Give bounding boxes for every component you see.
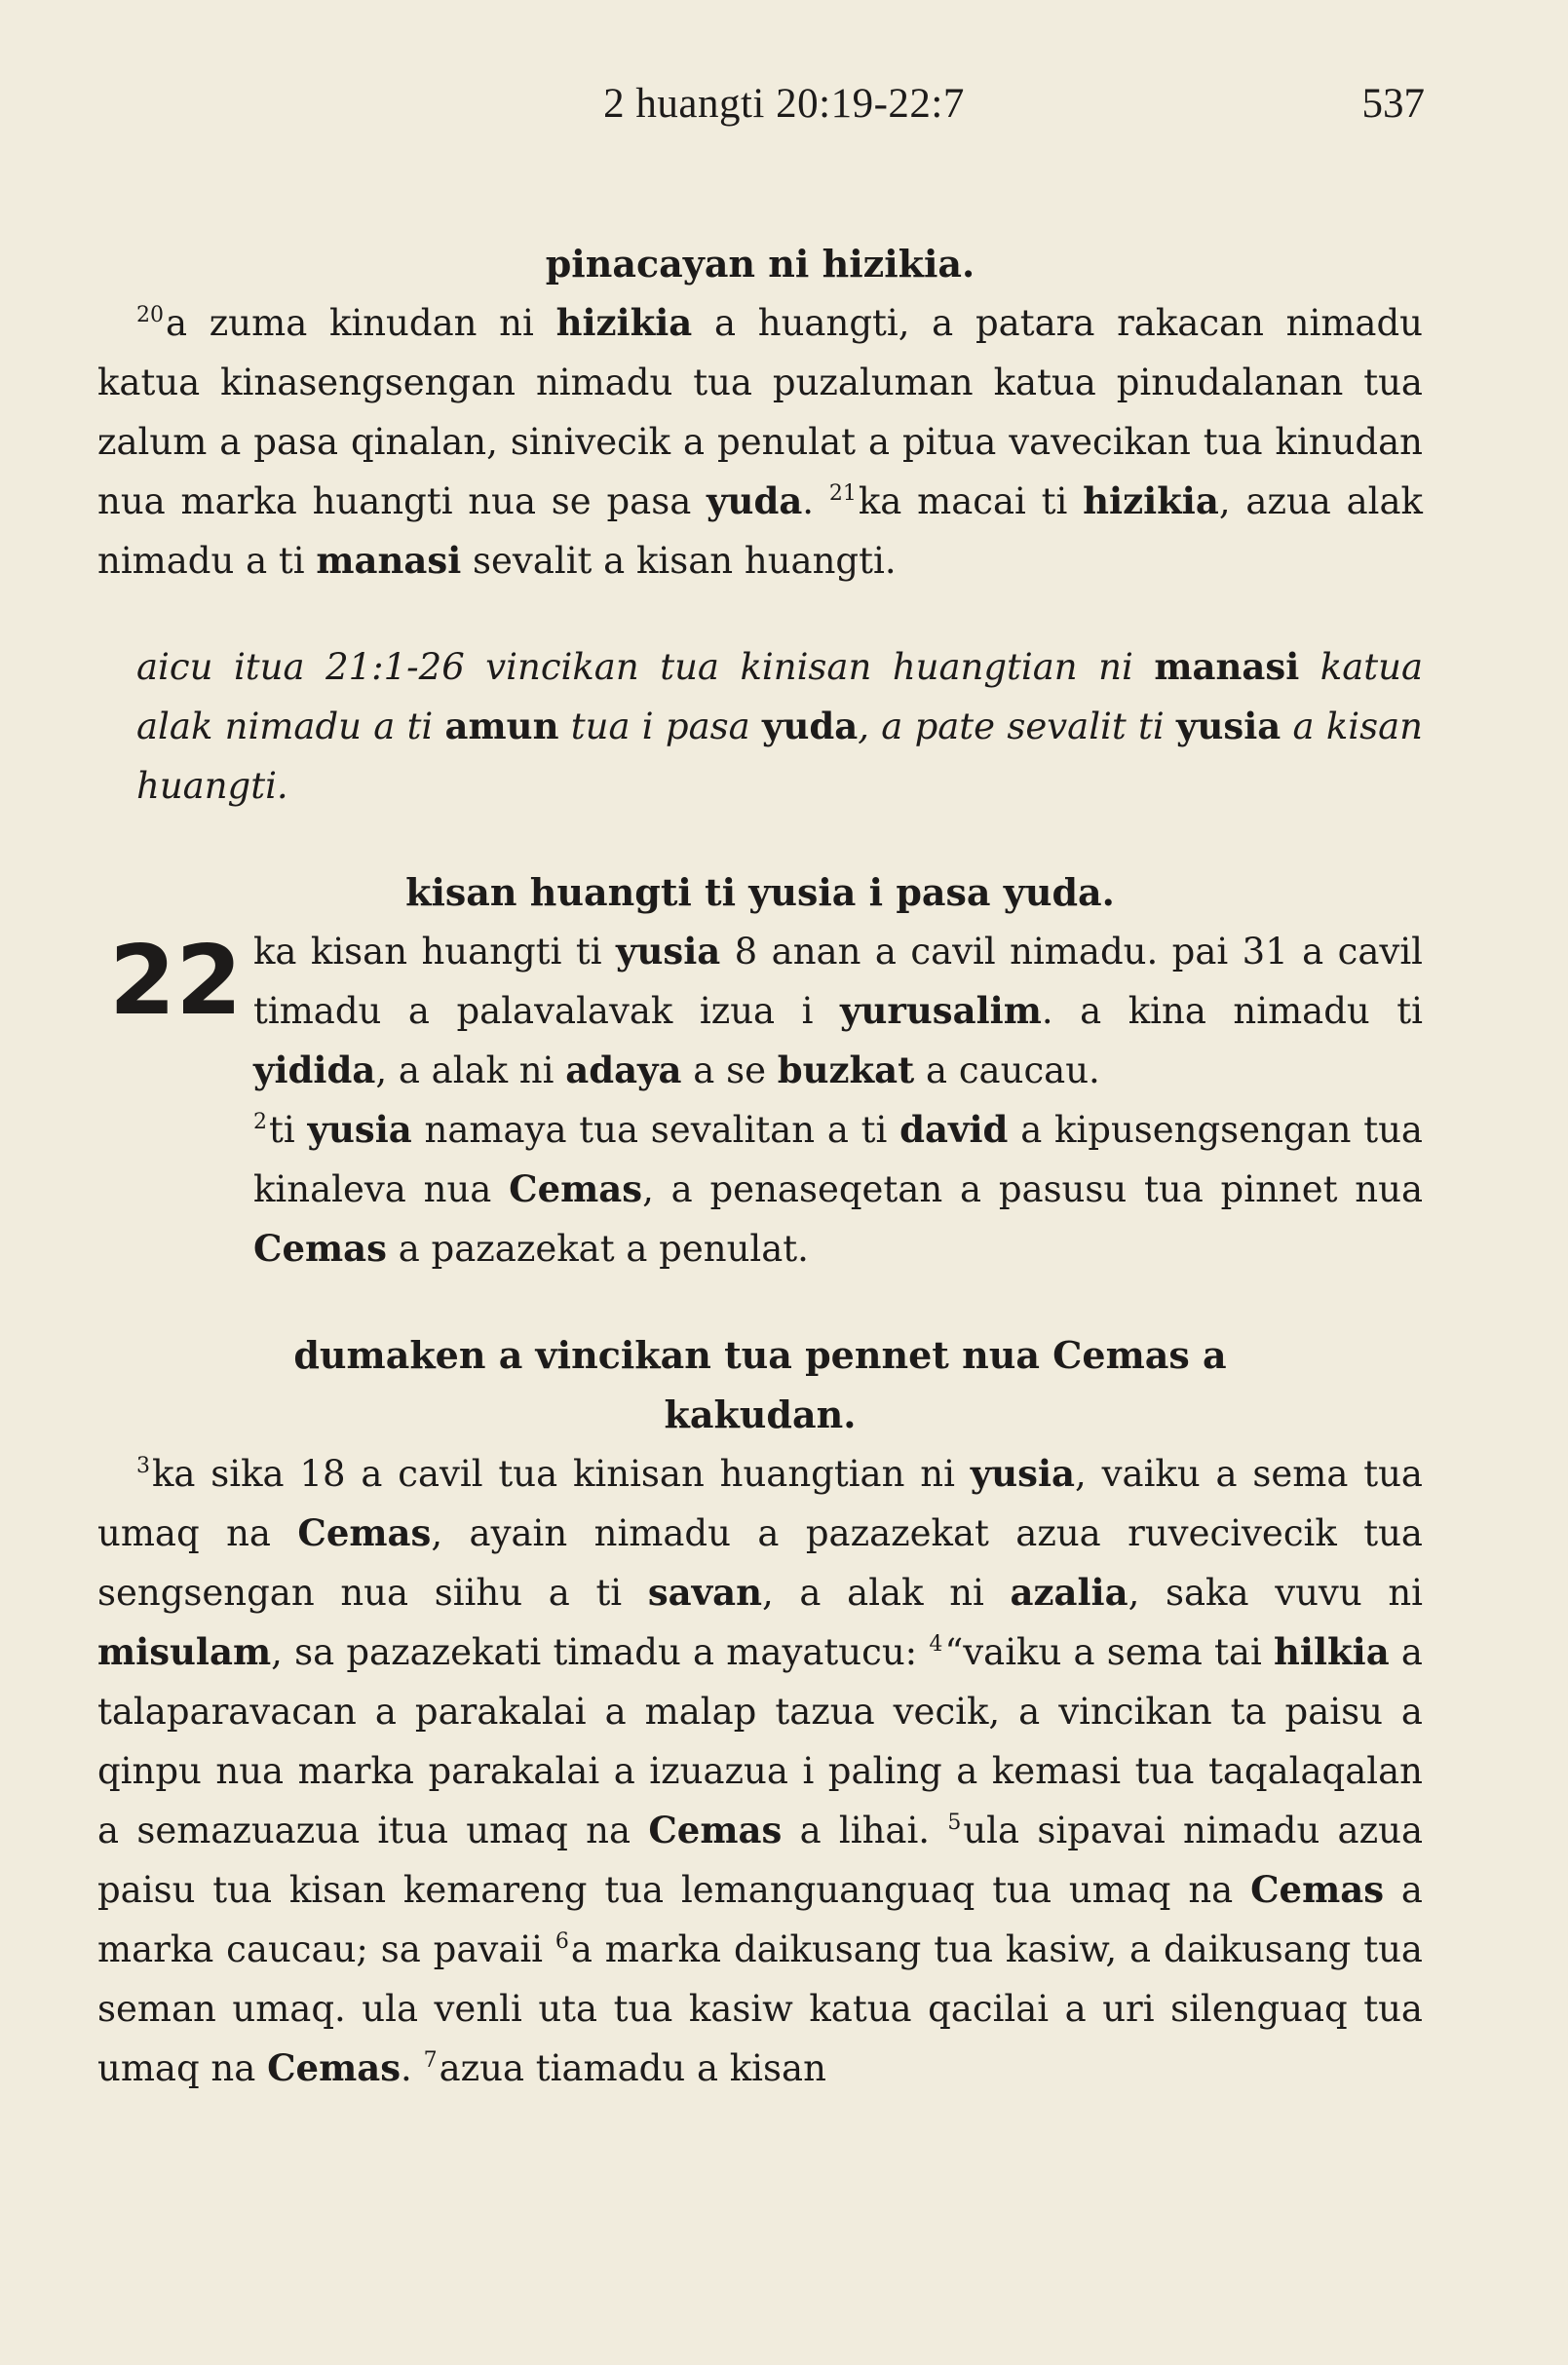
verse-text: ka sika 18 a cavil tua kinisan huangtian ni bbox=[152, 1453, 971, 1495]
verse-number: 21 bbox=[828, 481, 857, 506]
verse-text: a pazazekat a penulat. bbox=[386, 1228, 809, 1270]
verse-text: azua tiamadu a kisan bbox=[439, 2047, 826, 2089]
verse-text: a zuma kinudan ni bbox=[166, 302, 556, 344]
proper-name: yuda bbox=[707, 479, 803, 522]
verse-text: 8 anan a cavil nimadu. pai 31 a cavil timadu a palavalavak izua i bbox=[253, 931, 1424, 1032]
verse-text: , a penaseqetan a pasusu tua pinnet nua bbox=[642, 1168, 1423, 1210]
verse-text: ka macai ti bbox=[858, 480, 1084, 522]
proper-name: Cemas bbox=[509, 1167, 643, 1210]
section-heading-cemas bbox=[97, 1325, 1423, 1444]
proper-name: hizikia bbox=[1083, 479, 1219, 522]
verse-number: 5 bbox=[947, 1811, 962, 1835]
verse-number: 3 bbox=[136, 1454, 150, 1478]
proper-name: yuda bbox=[761, 705, 859, 747]
page-body bbox=[97, 234, 1423, 2098]
section-heading-hizikia: pinacayan ni hizikia. bbox=[545, 242, 975, 286]
spacer bbox=[97, 1278, 1423, 1325]
verse-number: 6 bbox=[555, 1929, 569, 1954]
verse-text: , sa pazazekati timadu a mayatucu: bbox=[271, 1631, 930, 1673]
chapter-number: 22 bbox=[109, 926, 243, 1037]
proper-name: yusia bbox=[1175, 705, 1281, 747]
verse-text: sevalit a kisan huangti. bbox=[461, 540, 897, 582]
paragraph-verses-3-7 bbox=[97, 1444, 1423, 2098]
verse-text: . bbox=[802, 480, 829, 522]
verse-text: a marka daikusang tua kasiw, a daikusang tua seman umaq. ula venli uta tua kasiw katua qacilai a uri silenguaq tua umaq na bbox=[97, 1928, 1423, 2089]
chapter-22-block bbox=[97, 922, 1423, 1278]
proper-name: savan bbox=[647, 1571, 762, 1614]
verse-text: ti bbox=[269, 1109, 308, 1151]
note-text: katua alak nimadu a ti bbox=[136, 646, 1424, 747]
paragraph-verses-1-2 bbox=[253, 922, 1423, 1278]
verse-number: 4 bbox=[929, 1632, 943, 1657]
verse-text: a caucau. bbox=[914, 1049, 1100, 1091]
verse-text: , saka vuvu ni bbox=[1128, 1572, 1423, 1614]
verse-number: 20 bbox=[136, 303, 164, 327]
proper-name: azalia bbox=[1010, 1571, 1128, 1614]
verse-text: a marka caucau; sa pavaii bbox=[97, 1869, 1423, 1970]
page-header bbox=[0, 80, 1568, 148]
proper-name: yidida bbox=[253, 1049, 376, 1091]
verse-text: , a alak ni bbox=[375, 1049, 566, 1091]
proper-name: yusia bbox=[970, 1452, 1076, 1495]
proper-name: Cemas bbox=[267, 2046, 402, 2089]
proper-name: david bbox=[899, 1108, 1009, 1151]
proper-name: Cemas bbox=[297, 1511, 432, 1554]
verse-text: , vaiku a sema tua umaq na bbox=[97, 1453, 1423, 1554]
verse-text: a kipusengsengan tua kinaleva nua bbox=[253, 1109, 1423, 1210]
note-text: tua i pasa bbox=[558, 706, 762, 747]
verse-text: a huangti, a patara rakacan nimadu katua kinasengsengan nimadu tua puzaluman katua pinudalanan tua zalum a pasa qinalan, sinivecik a penulat a pitua vavecikan tua kinudan nua marka huangti nua se pasa bbox=[97, 302, 1423, 522]
running-head: 2 huangti 20:19-22:7 bbox=[603, 81, 965, 127]
spacer bbox=[97, 816, 1423, 862]
verse-text: ka kisan huangti ti bbox=[253, 931, 616, 973]
note-text: a kisan huangti. bbox=[136, 706, 1423, 807]
paragraph-verses-20-21 bbox=[97, 293, 1423, 591]
verse-text: . bbox=[401, 2047, 424, 2089]
note-text: , a pate sevalit ti bbox=[858, 706, 1176, 747]
proper-name: misulam bbox=[97, 1630, 272, 1673]
verse-text: “vaiku a sema tai bbox=[944, 1631, 1275, 1673]
verse-text: namaya tua sevalitan a ti bbox=[411, 1109, 900, 1151]
proper-name: amun bbox=[444, 705, 559, 747]
verse-text: a talaparavacan a parakalai a malap tazua vecik, a vincikan ta paisu a qinpu nua marka parakalai a izuazua i paling a kemasi tua taqalaqalan a semazuazua itua umaq na bbox=[97, 1631, 1423, 1851]
page-number: 537 bbox=[1361, 81, 1425, 127]
proper-name: Cemas bbox=[648, 1809, 783, 1851]
verse-text: , azua alak nimadu a ti bbox=[97, 480, 1423, 582]
verse-text: ula sipavai nimadu azua paisu tua kisan kemareng tua lemanguanguaq tua umaq na bbox=[97, 1810, 1424, 1911]
verse-text: . a kina nimadu ti bbox=[1041, 990, 1423, 1032]
note-text: aicu itua 21:1-26 vincikan tua kinisan huangtian ni bbox=[136, 646, 1155, 688]
verse-text: a lihai. bbox=[782, 1810, 948, 1851]
proper-name: Cemas bbox=[1250, 1868, 1385, 1911]
heading-line: kakudan. bbox=[664, 1392, 857, 1436]
section-heading-yusia: kisan huangti ti yusia i pasa yuda. bbox=[405, 870, 1115, 914]
editorial-note bbox=[97, 637, 1423, 816]
spacer bbox=[97, 591, 1423, 637]
proper-name: yusia bbox=[615, 930, 721, 973]
verse-number: 7 bbox=[423, 2048, 438, 2073]
verse-text: a se bbox=[681, 1049, 778, 1091]
proper-name: yusia bbox=[307, 1108, 412, 1151]
proper-name: manasi bbox=[1154, 645, 1300, 688]
heading-line: dumaken a vincikan tua pennet nua Cemas a bbox=[293, 1333, 1227, 1377]
verse-text: , ayain nimadu a pazazekat azua ruvecivecik tua sengsengan nua siihu a ti bbox=[97, 1512, 1423, 1614]
proper-name: buzkat bbox=[777, 1049, 915, 1091]
proper-name: manasi bbox=[316, 539, 462, 582]
verse-text: , a alak ni bbox=[762, 1572, 1011, 1614]
proper-name: Cemas bbox=[253, 1227, 387, 1270]
proper-name: hilkia bbox=[1274, 1630, 1390, 1673]
verse-number: 2 bbox=[253, 1110, 267, 1134]
proper-name: adaya bbox=[565, 1049, 682, 1091]
proper-name: hizikia bbox=[555, 301, 693, 344]
proper-name: yurusalim bbox=[840, 989, 1042, 1032]
